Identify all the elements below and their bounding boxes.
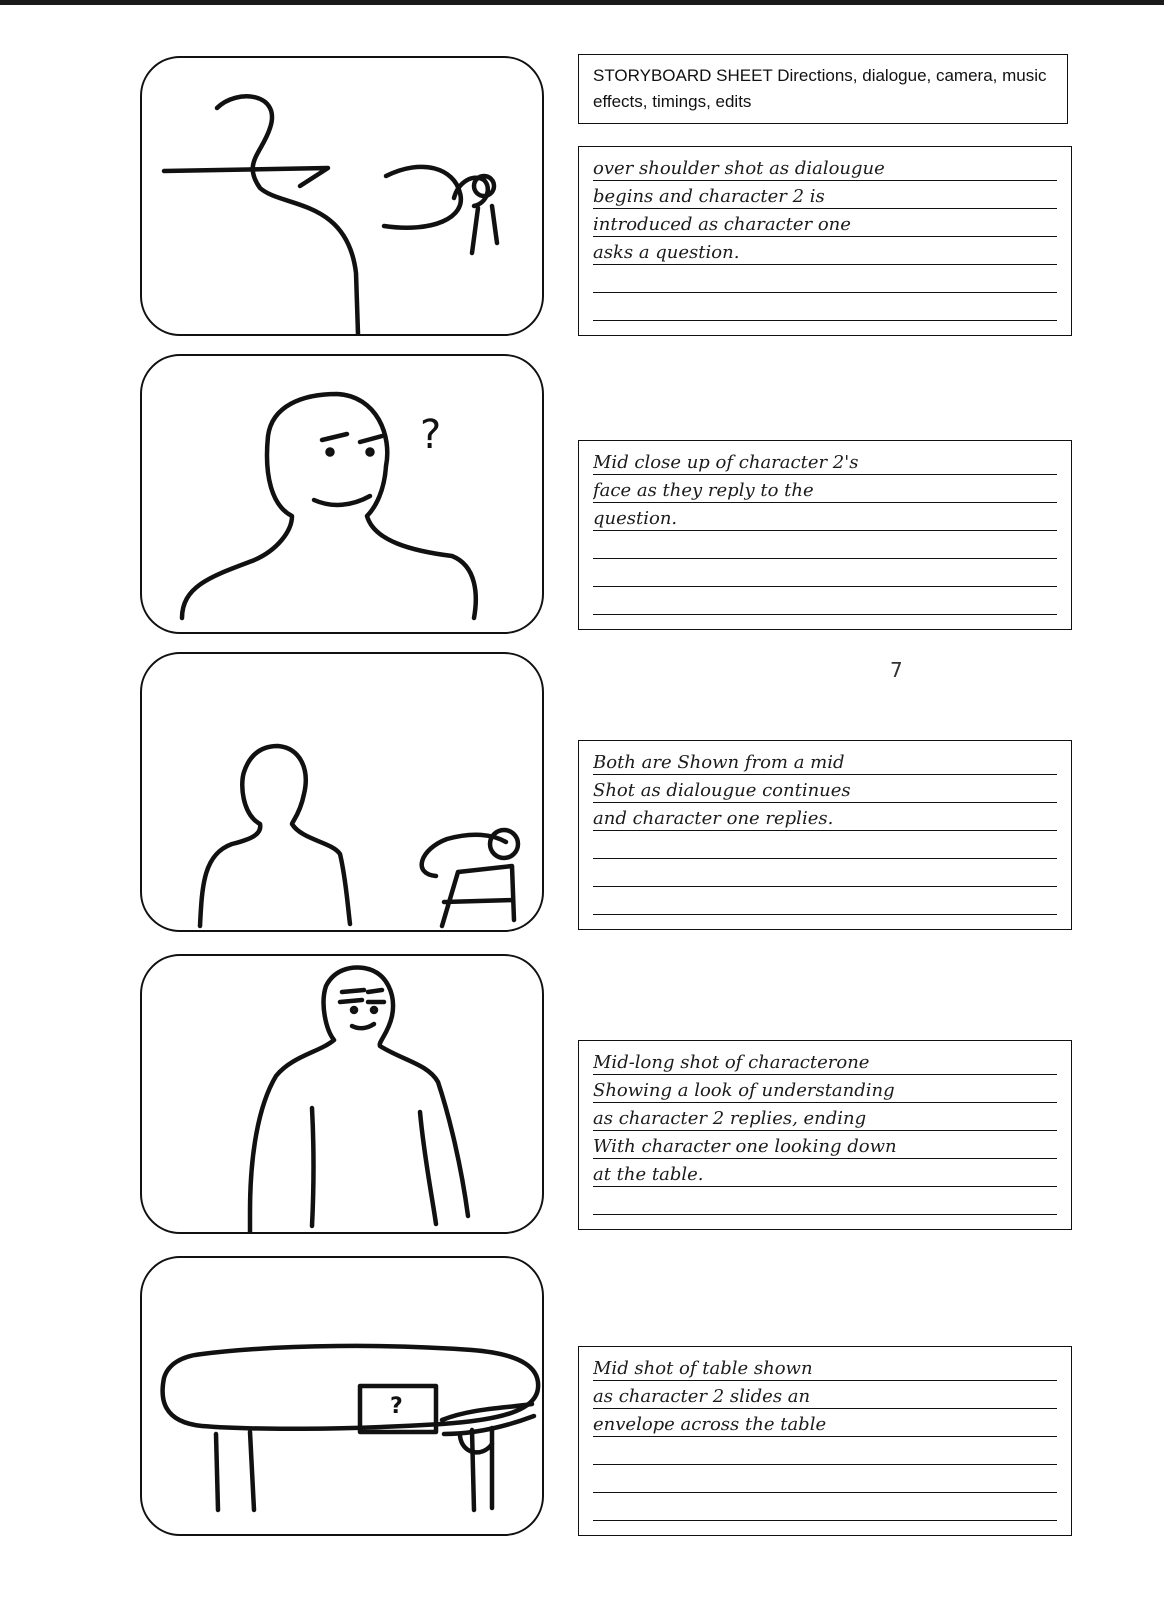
note-line: With character one looking down [593,1131,1057,1159]
notes-box-1 [578,146,1072,336]
note-line [593,1437,1057,1465]
note-line: Mid close up of character 2's [593,447,1057,475]
sheet-header-text: STORYBOARD SHEET Directions, dialogue, camera, music effects, timings, edits [593,66,1047,111]
note-line: begins and character 2 is [593,181,1057,209]
note-line: over shoulder shot as dialougue [593,153,1057,181]
over-shoulder-sketch [142,58,542,334]
notes-box-5 [578,1346,1072,1536]
note-line: envelope across the table [593,1409,1057,1437]
storyboard-frame-2 [140,354,544,634]
note-line [593,1465,1057,1493]
notes-box-4 [578,1040,1072,1230]
note-line [593,831,1057,859]
scan-edge [0,0,1164,5]
notes-box-2 [578,440,1072,630]
note-line: as character 2 replies, ending [593,1103,1057,1131]
stray-mark: 7 [890,658,903,682]
note-line [593,859,1057,887]
note-line: face as they reply to the [593,475,1057,503]
note-line: at the table. [593,1159,1057,1187]
note-line: Showing a look of understanding [593,1075,1057,1103]
note-line: question. [593,503,1057,531]
two-characters-mid-shot-sketch [142,654,542,930]
note-line [593,531,1057,559]
notes-box-3 [578,740,1072,930]
note-line: as character 2 slides an [593,1381,1057,1409]
note-line: introduced as character one [593,209,1057,237]
note-line: Mid-long shot of characterone [593,1047,1057,1075]
character-one-mid-long-sketch [142,956,542,1232]
note-line [593,293,1057,321]
note-line [593,265,1057,293]
question-mark-icon: ? [420,412,442,458]
note-line: Mid shot of table shown [593,1353,1057,1381]
note-line [593,1187,1057,1215]
storyboard-frame-1 [140,56,544,336]
table-envelope-sketch [142,1258,542,1534]
envelope-question-mark-icon: ? [390,1394,403,1419]
storyboard-frame-4 [140,954,544,1234]
note-line: and character one replies. [593,803,1057,831]
note-line: Both are Shown from a mid [593,747,1057,775]
note-line: asks a question. [593,237,1057,265]
character-two-closeup-sketch [142,356,542,632]
storyboard-frame-3 [140,652,544,932]
note-line [593,559,1057,587]
note-line: Shot as dialougue continues [593,775,1057,803]
note-line [593,887,1057,915]
note-line [593,1493,1057,1521]
note-line [593,587,1057,615]
sheet-header [578,54,1068,124]
storyboard-frame-5 [140,1256,544,1536]
